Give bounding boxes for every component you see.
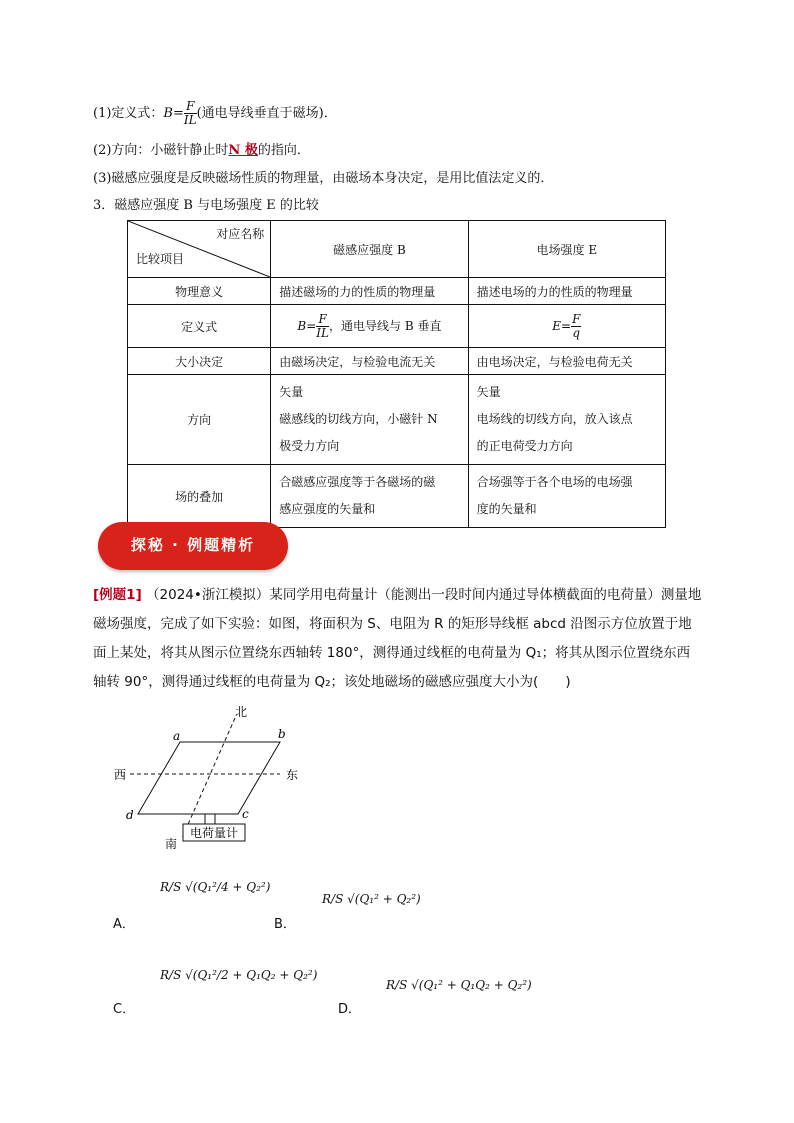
label-north: 北 — [235, 705, 248, 719]
definition-direction: (2)方向：小磁针静止时N 极的指向． — [93, 143, 310, 158]
table-row: 大小决定 由磁场决定，与检验电流无关 由电场决定，与检验电荷无关 — [128, 348, 666, 375]
table-row: 定义式 B= $\frac{F}{IL}$ ，通电导线与 B 垂直 E= $\frac{F}{q}$ — [128, 305, 666, 348]
n-pole-highlight: N 极 — [228, 143, 258, 158]
example-question: [例题1] （2024•浙江模拟）某同学用电荷量计（能测出一段时间内通过导体横截面的电荷量）测量地磁场强度，完成了如下实验：如图，将面积为 S、电阻为 R 的矩形导线框 abcd 沿图示方位放置于地面上某处，将其从图示位置绕东西轴转 180°，测得通过线框的电荷量为 Q₁；将其从图示位置绕东西轴转 90°，测得通过线框的电荷量为 Q₂；该处地磁场的磁感应强度大小为( ) — [93, 587, 702, 690]
section-heading: 3．磁感应强度 B 与电场强度 E 的比较 — [93, 198, 319, 213]
example-tag: [例题1] — [93, 587, 142, 603]
north-south-axis — [182, 718, 235, 838]
section-banner: 探秘 · 例题精析 — [98, 522, 288, 570]
label-c: c — [242, 807, 249, 821]
table-header-row — [128, 221, 666, 278]
label-south: 南 — [165, 837, 178, 850]
table-row: 场的叠加 合磁感应强度等于各磁场的磁 感应强度的矢量和 合场强等于各个电场的电场强 度的矢量和 — [128, 465, 666, 528]
diagonal-header-cell: 对应名称 比较项目 — [128, 221, 271, 278]
table-row: 方向 矢量 磁感线的切线方向，小磁针 N 极受力方向 矢量 电场线的切线方向，放入该点 的正电荷受力方向 — [128, 375, 666, 465]
option-d-formula: R/S √(Q₁² + Q₁Q₂ + Q₂²) — [386, 978, 532, 992]
col-header-b: 磁感应强度 B — [271, 221, 468, 278]
option-a-letter[interactable]: A． — [113, 917, 135, 932]
label-west: 西 — [114, 768, 127, 782]
label-east: 东 — [286, 768, 299, 782]
label-a: a — [173, 729, 181, 743]
fraction-F-over-IL: $\frac{F}{IL}$ — [183, 99, 197, 127]
option-c-formula: R/S √(Q₁²/2 + Q₁Q₂ + Q₂²) — [160, 968, 318, 982]
col-header-e: 电场强度 E — [468, 221, 665, 278]
table-row: 物理意义 描述磁场的力的性质的物理量 描述电场的力的性质的物理量 — [128, 278, 666, 305]
label-d: d — [126, 808, 134, 822]
option-c-letter[interactable]: C． — [113, 1002, 136, 1017]
definition-item3: (3)磁感应强度是反映磁场性质的物理量，由磁场本身决定，是用比值法定义的． — [93, 171, 554, 186]
label-b: b — [278, 727, 286, 741]
definition-formula: (1)定义式：B= $\frac{F}{IL}$ (通电导线垂直于磁场)． — [93, 99, 337, 127]
charge-meter-label: 电荷量计 — [189, 826, 239, 840]
comparison-table — [127, 220, 666, 528]
option-b-letter[interactable]: B． — [274, 917, 296, 932]
option-d-letter[interactable]: D． — [338, 1002, 362, 1017]
option-b-formula: R/S √(Q₁² + Q₂²) — [322, 892, 421, 906]
loop-diagram — [110, 700, 330, 850]
option-a-formula: R/S √(Q₁²/4 + Q₂²) — [160, 880, 271, 894]
